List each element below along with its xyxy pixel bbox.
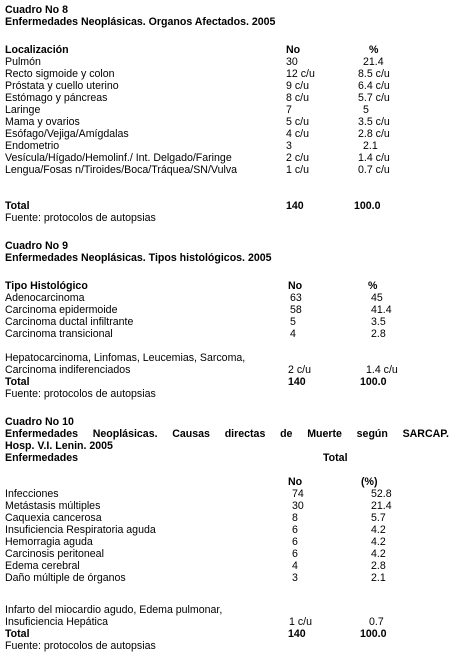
row-no: 30 xyxy=(292,500,304,512)
header-no: No xyxy=(286,44,301,56)
row-label: Esófago/Vejiga/Amígdalas xyxy=(5,128,129,140)
row-label: Adenocarcinoma xyxy=(5,292,85,304)
row-label: Lengua/Fosas n/Tiroides/Boca/Tráquea/SN/Vulva xyxy=(5,164,238,176)
subtitle-word: Neoplásicas. xyxy=(92,428,158,440)
row-no: 6 xyxy=(292,524,298,536)
row-percent: 5 xyxy=(363,104,369,116)
row-no: 4 xyxy=(292,560,298,572)
row-label: Laringe xyxy=(5,104,41,116)
row-no: 12 c/u xyxy=(286,68,315,80)
row-no: 4 xyxy=(290,328,296,340)
row-label: Hemorragia aguda xyxy=(5,536,93,548)
row-percent: 4.2 xyxy=(371,548,386,560)
row-percent: 3.5 c/u xyxy=(358,116,390,128)
header-enfermedades: Enfermedades xyxy=(5,452,79,464)
header-localizacion: Localización xyxy=(5,44,69,56)
row-no: 1 c/u xyxy=(289,616,312,628)
subtitle-word: Causas xyxy=(172,428,210,440)
row-label: Pulmón xyxy=(5,56,41,68)
total-no: 140 xyxy=(286,200,304,212)
cuadro8-source: Fuente: protocolos de autopsias xyxy=(5,212,156,224)
row-no: 3 xyxy=(286,140,292,152)
total-label: Total xyxy=(5,200,30,212)
row-percent: 2.1 xyxy=(371,572,386,584)
cuadro10-subtitle xyxy=(5,428,449,440)
row-no: 5 xyxy=(290,316,296,328)
cuadro10-title: Cuadro No 10 xyxy=(5,416,74,428)
row-percent: 1.4 c/u xyxy=(366,364,398,376)
row-no: 30 xyxy=(286,56,298,68)
subtitle-word: directas xyxy=(224,428,266,440)
row-label: Carcinoma indiferenciados xyxy=(5,364,131,376)
row-label: Carcinoma ductal infiltrante xyxy=(5,316,134,328)
total-label: Total xyxy=(5,376,30,388)
row-percent: 8.5 c/u xyxy=(358,68,390,80)
header-tipo: Tipo Histológico xyxy=(5,280,88,292)
total-label: Total xyxy=(5,628,30,640)
row-percent: 21.4 xyxy=(371,500,392,512)
row-no: 7 xyxy=(286,104,292,116)
row-label: Caquexia cancerosa xyxy=(5,512,102,524)
row-percent: 41.4 xyxy=(371,304,392,316)
row-no: 63 xyxy=(290,292,302,304)
row-label: Daño múltiple de órganos xyxy=(5,572,126,584)
total-percent: 100.0 xyxy=(354,200,381,212)
cuadro9-title: Cuadro No 9 xyxy=(5,240,68,252)
row-no: 6 xyxy=(292,536,298,548)
row-label: Recto sigmoide y colon xyxy=(5,68,115,80)
row-no: 6 xyxy=(292,548,298,560)
total-percent: 100.0 xyxy=(360,376,387,388)
row-label: Metástasis múltiples xyxy=(5,500,101,512)
row-label: Edema cerebral xyxy=(5,560,80,572)
row-label: Endometrio xyxy=(5,140,60,152)
row-label: Insuficiencia Respiratoria aguda xyxy=(5,524,156,536)
cuadro10-subtitle2: Hosp. V.I. Lenin. 2005 xyxy=(5,440,113,452)
header-no: No xyxy=(288,280,303,292)
row-percent: 2.8 xyxy=(371,560,386,572)
row-label: Infecciones xyxy=(5,488,59,500)
row-label: Insuficiencia Hepática xyxy=(5,616,109,628)
row-percent: 6.4 c/u xyxy=(358,80,390,92)
cuadro10-multiline-label: Infarto del miocardio agudo, Edema pulmonar, xyxy=(5,604,223,616)
row-label: Mama y ovarios xyxy=(5,116,80,128)
row-label: Vesícula/Hígado/Hemolinf./ Int. Delgado/Faringe xyxy=(5,152,232,164)
row-no: 5 c/u xyxy=(286,116,309,128)
row-percent: 5.7 xyxy=(371,512,386,524)
row-label: Carcinoma epidermoide xyxy=(5,304,118,316)
cuadro8-subtitle: Enfermedades Neoplásicas. Organos Afectados. 2005 xyxy=(5,16,276,28)
cuadro10-source: Fuente: protocolos de autopsias xyxy=(5,640,156,652)
row-label: Próstata y cuello uterino xyxy=(5,80,119,92)
row-no: 58 xyxy=(290,304,302,316)
row-percent: 21.4 xyxy=(363,56,384,68)
row-no: 9 c/u xyxy=(286,80,309,92)
cuadro9-source: Fuente: protocolos de autopsias xyxy=(5,388,156,400)
row-no: 8 xyxy=(292,512,298,524)
subtitle-word: según xyxy=(356,428,388,440)
row-no: 8 c/u xyxy=(286,92,309,104)
cuadro9-multiline-label: Hepatocarcinoma, Linfomas, Leucemias, Sarcoma, xyxy=(5,352,246,364)
header-percent: % xyxy=(369,44,379,56)
row-no: 3 xyxy=(292,572,298,584)
row-no: 2 c/u xyxy=(286,152,309,164)
cuadro8-title: Cuadro No 8 xyxy=(5,4,68,16)
row-percent: 2.1 xyxy=(363,140,378,152)
row-label: Carcinosis peritoneal xyxy=(5,548,104,560)
total-percent: 100.0 xyxy=(360,628,387,640)
row-percent: 0.7 xyxy=(369,616,384,628)
subtitle-word: de xyxy=(280,428,293,440)
subtitle-word: Enfermedades xyxy=(5,428,79,440)
row-percent: 2.8 xyxy=(371,328,386,340)
row-percent: 2.8 c/u xyxy=(358,128,390,140)
header-no: No xyxy=(288,476,303,488)
total-no: 140 xyxy=(288,628,306,640)
row-no: 74 xyxy=(292,488,304,500)
header-total: Total xyxy=(323,452,348,464)
header-percent: % xyxy=(368,280,378,292)
row-no: 2 c/u xyxy=(288,364,311,376)
row-percent: 1.4 c/u xyxy=(358,152,390,164)
row-percent: 5.7 c/u xyxy=(358,92,390,104)
cuadro9-subtitle: Enfermedades Neoplásicas. Tipos histológicos. 2005 xyxy=(5,252,272,264)
total-no: 140 xyxy=(288,376,306,388)
subtitle-word: Muerte xyxy=(307,428,342,440)
row-percent: 4.2 xyxy=(371,524,386,536)
row-label: Carcinoma transicional xyxy=(5,328,113,340)
row-label: Estómago y páncreas xyxy=(5,92,108,104)
row-no: 4 c/u xyxy=(286,128,309,140)
subtitle-word: SARCAP. xyxy=(402,428,449,440)
row-percent: 52.8 xyxy=(371,488,392,500)
row-percent: 0.7 c/u xyxy=(358,164,390,176)
header-percent: (%) xyxy=(361,476,378,488)
row-percent: 4.2 xyxy=(371,536,386,548)
row-percent: 3.5 xyxy=(371,316,386,328)
row-no: 1 c/u xyxy=(286,164,309,176)
row-percent: 45 xyxy=(371,292,383,304)
